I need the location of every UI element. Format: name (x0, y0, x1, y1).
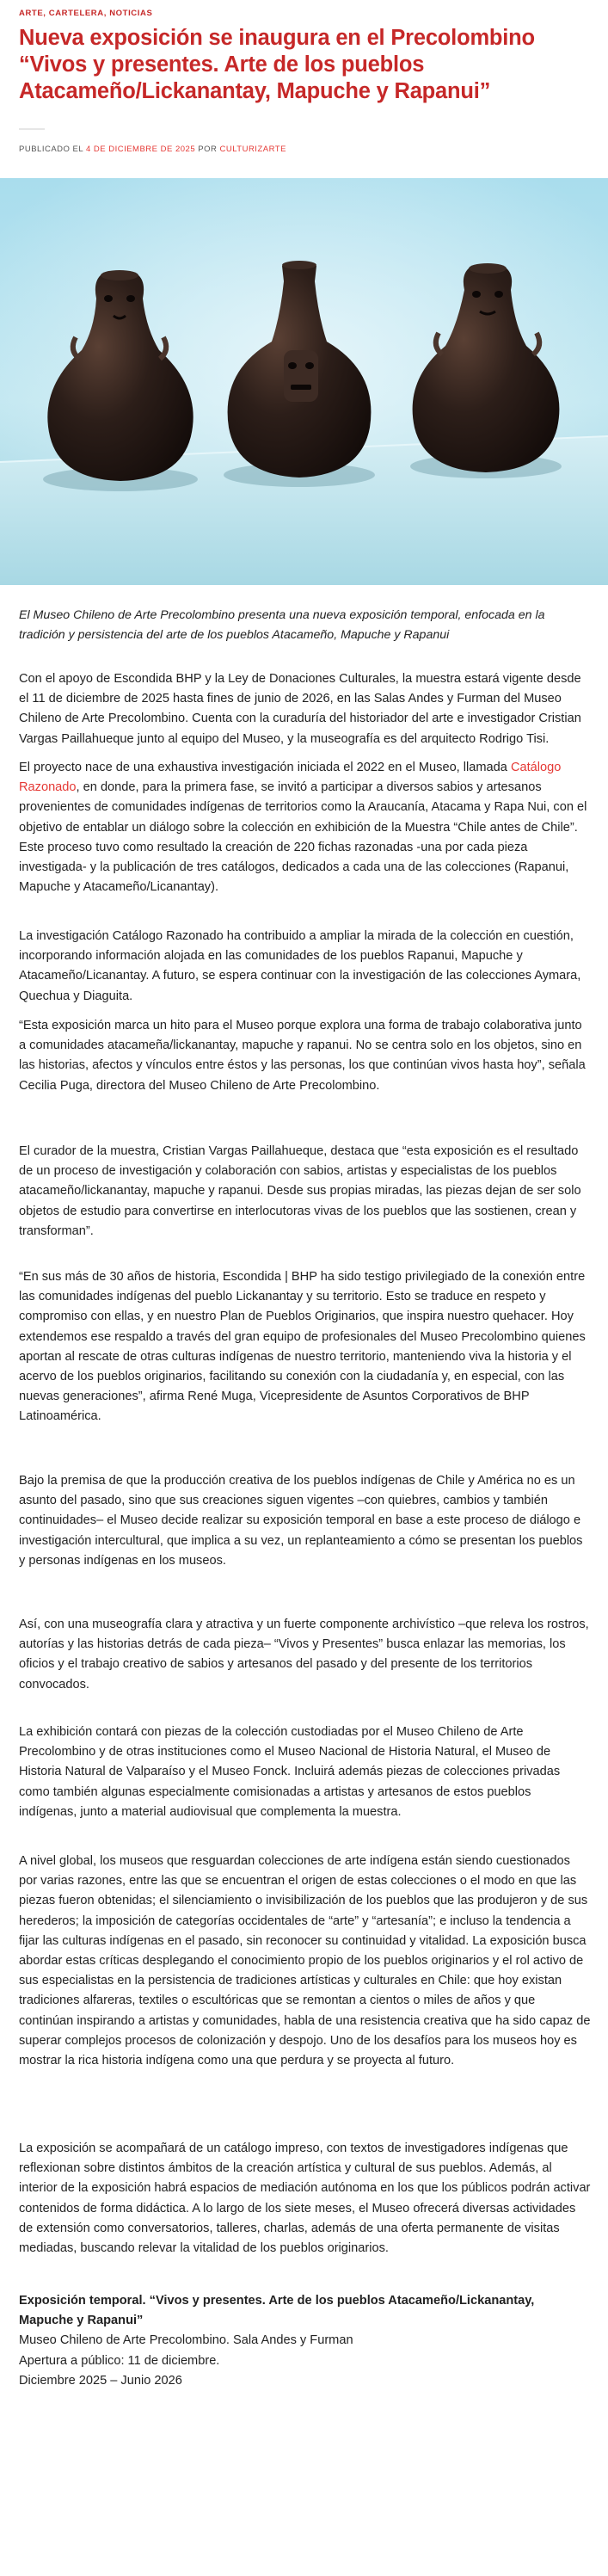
exhibition-info-place: Museo Chileno de Arte Precolombino. Sala Andes y Furman (19, 2333, 353, 2348)
paragraph-8: Así, con una museografía clara y atractiva y un fuerte componente archivístico –que releva los rostros, autorías y las historias detrás de cada pieza– “Vivos y Presentes” busca enlazar las memorias, los oficios y el trabajo creativo de sabios y artesanos del pasado y del presente de los territorios convocados. (19, 1618, 589, 1692)
publish-date-link[interactable]: 4 DE DICIEMBRE DE 2025 (85, 145, 196, 154)
exhibition-info-heading: Exposición temporal. “Vivos y presentes. Arte de los pueblos Atacameño/Lickanantay, Mapuche y Rapanui” (19, 2294, 535, 2328)
paragraph-1: Con el apoyo de Escondida BHP y la Ley de Donaciones Culturales, la muestra estará vigente desde el 11 de diciembre de 2025 hasta fines de junio de 2026, en las Salas Andes y Furman del Museo Chileno de Arte Precolombino. Cuenta con la curaduría del historiador del arte e investigador Cristian Vargas Paillahueque junto al equipo del Museo, y la museografía es del arquitecto Rodrigo Tisi. (19, 672, 581, 746)
title-divider (19, 128, 45, 130)
exhibition-info (19, 2291, 591, 2391)
catalogo-razonado-link[interactable]: Catálogo Razonado (19, 761, 562, 795)
byline (19, 145, 286, 154)
image-caption: El Museo Chileno de Arte Precolombino presenta una nueva exposición temporal, enfocada en la tradición y persistencia del arte de los pueblos Atacameño, Mapuche y Rapanui (19, 608, 545, 642)
by-label: POR (198, 145, 218, 154)
category-list: ARTE, CARTELERA, NOTICIAS (19, 9, 153, 18)
paragraph-11: La exposición se acompañará de un catálogo impreso, con textos de investigadores indígenas que reflexionan sobre distintos ámbitos de la creación artística y cultural de sus pueblos. Además, al interior de la exposición habrá espacios de mediación autónoma en los que los públicos podrán activar contenidos de forma didáctica. A lo largo de los siete meses, el Museo ofrecerá diversas actividades de extensión como conversatorios, talleres, charlas, además de una oferta permanente de visitas mediadas, buscando relevar la vitalidad de los pueblos originarios. (19, 2142, 591, 2256)
paragraph-4: “Esta exposición marca un hito para el Museo porque explora una forma de trabajo colaborativa junto a comunidades atacameña/lickanantay, mapuche y rapanui. No se centra solo en los objetos, sino en las historias, afectos y vínculos entre éstos y las personas, los que continúan vivos hasta hoy”, señala Cecilia Puga, directora del Museo Chileno de Arte Precolombino. (19, 1019, 586, 1093)
paragraph-3: La investigación Catálogo Razonado ha contribuido a ampliar la mirada de la colección en cuestión, incorporando información alojada en las comunidades de los pueblos Rapanui, Mapuche y Atacameño/Licanantay. A futuro, se espera continuar con la investigación de las colecciones Aymara, Quechua y Diaguita. (19, 929, 581, 1003)
category-link-arte[interactable]: ARTE (19, 9, 44, 18)
published-label: PUBLICADO EL (19, 145, 83, 154)
paragraph-7: Bajo la premisa de que la producción creativa de los pueblos indígenas de Chile y América no es un asunto del pasado, sino que sus creaciones siguen vigentes –con quiebres, cambios y también continuidades– el Museo decide realizar su exposición temporal en base a este proceso de diálogo e investigación intercultural, que implica a su vez, un replanteamiento a cómo se presentan los pueblos y personas indígenas en los museos. (19, 1474, 583, 1568)
category-link-noticias[interactable]: NOTICIAS (109, 9, 153, 18)
paragraph-2 (19, 758, 591, 897)
exhibition-info-dates: Diciembre 2025 – Junio 2026 (19, 2373, 182, 2388)
paragraph-6: “En sus más de 30 años de historia, Escondida | BHP ha sido testigo privilegiado de la conexión entre las comunidades indígenas del pueblo Lickanantay y su territorio. Esto se traduce en respeto y compromiso con ellas, y en nuestro Plan de Pueblos Originarios, que inspira nuestro quehacer. Hoy extendemos ese respaldo a través del gran equipo de profesionales del Museo Precolombino quienes aportan al rescate de otras culturas indígenas de nuestro territorio, manteniendo viva la historia y el acervo de los pueblos originarios, facilitando su conexión con la ciudadanía y, en especial, con las nuevas generaciones”, afirma René Muga, Vicepresidente de Asuntos Corporativos de BHP Latinoamérica. (19, 1270, 586, 1424)
paragraph-2-text-end: , en donde, para la primera fase, se invitó a participar a diversos sabios y artesanos provenientes de comunidades indígenas de territorios como la Araucanía, Atacama y Rapa Nui, con el objetivo de entablar un diálogo sobre la colección en exhibición de la Muestra “Chile antes de Chile”. Este proceso tuvo como resultado la creación de 220 fichas razonadas -una por cada pieza investigada- y la publicación de tres catálogos, dedicados a cada una de las colecciones (Rapanui, Mapuche y Atacameño/Licanantay). (19, 780, 587, 895)
hero-image (0, 178, 608, 585)
exhibition-info-opening: Apertura a público: 11 de diciembre. (19, 2353, 220, 2368)
paragraph-2-text-start: El proyecto nace de una exhaustiva investigación iniciada el 2022 en el Museo, llamada (19, 761, 511, 774)
paragraph-10: A nivel global, los museos que resguardan colecciones de arte indígena están siendo cuestionados por varias razones, entre las que se encuentran el origen de estas colecciones o el modo en que las piezas fueron obtenidas; el silenciamiento o invisibilización de los pueblos que las produjeron y de sus herederos; la imposición de categorías occidentales de “arte” y “artesanía”; e incluso la tendencia a fijar las culturas indígenas en el pasado, sin reconocer su continuidad y vitalidad. La exposición busca abordar estas críticas desplegando el conocimiento propio de los pueblos originarios y el rol activo de sus especialistas en la persistencia de tradiciones artísticas y culturales en Chile: que hoy existan tradiciones alfareras, textiles o escultóricas que se remontan a cientos o miles de años y que continúan inspirando a artistas y comunidades, habla de una resistencia creativa que ha sido capaz de superar complejos procesos de colonización y despojo. Uno de los desafíos para los museos hoy es mostrar la rica historia indígena como una que perdura y se proyecta al futuro. (19, 1854, 591, 2068)
article-title: Nueva exposición se inaugura en el Precolombino “Vivos y presentes. Arte de los pueblos Atacameño/Lickanantay, Mapuche y Rapanui” (19, 26, 535, 103)
three-ceramic-vessels-image (0, 178, 608, 585)
category-link-cartelera[interactable]: CARTELERA (48, 9, 104, 18)
author-link[interactable]: CULTURIZARTE (219, 145, 286, 154)
paragraph-9: La exhibición contará con piezas de la colección custodiadas por el Museo Chileno de Arte Precolombino y de otras instituciones como el Museo Nacional de Historia Natural, el Museo de Historia Natural de Valparaíso y el Museo Fonck. Incluirá además piezas de colecciones privadas como también algunas especialmente comisionadas a artistas y artesanos de estos pueblos indígenas, junto a material audiovisual que complementa la muestra. (19, 1725, 561, 1819)
paragraph-5: El curador de la muestra, Cristian Vargas Paillahueque, destaca que “esta exposición es el resultado de un proceso de investigación y colaboración con sabios, artistas y especialistas de los pueblos atacameño/lickanantay, mapuche y rapanui. Desde sus propias miradas, las piezas dejan de ser solo objetos de estudio para convertirse en interlocutoras vivas de los pueblos que las sostienen, crean y transforman”. (19, 1144, 581, 1238)
